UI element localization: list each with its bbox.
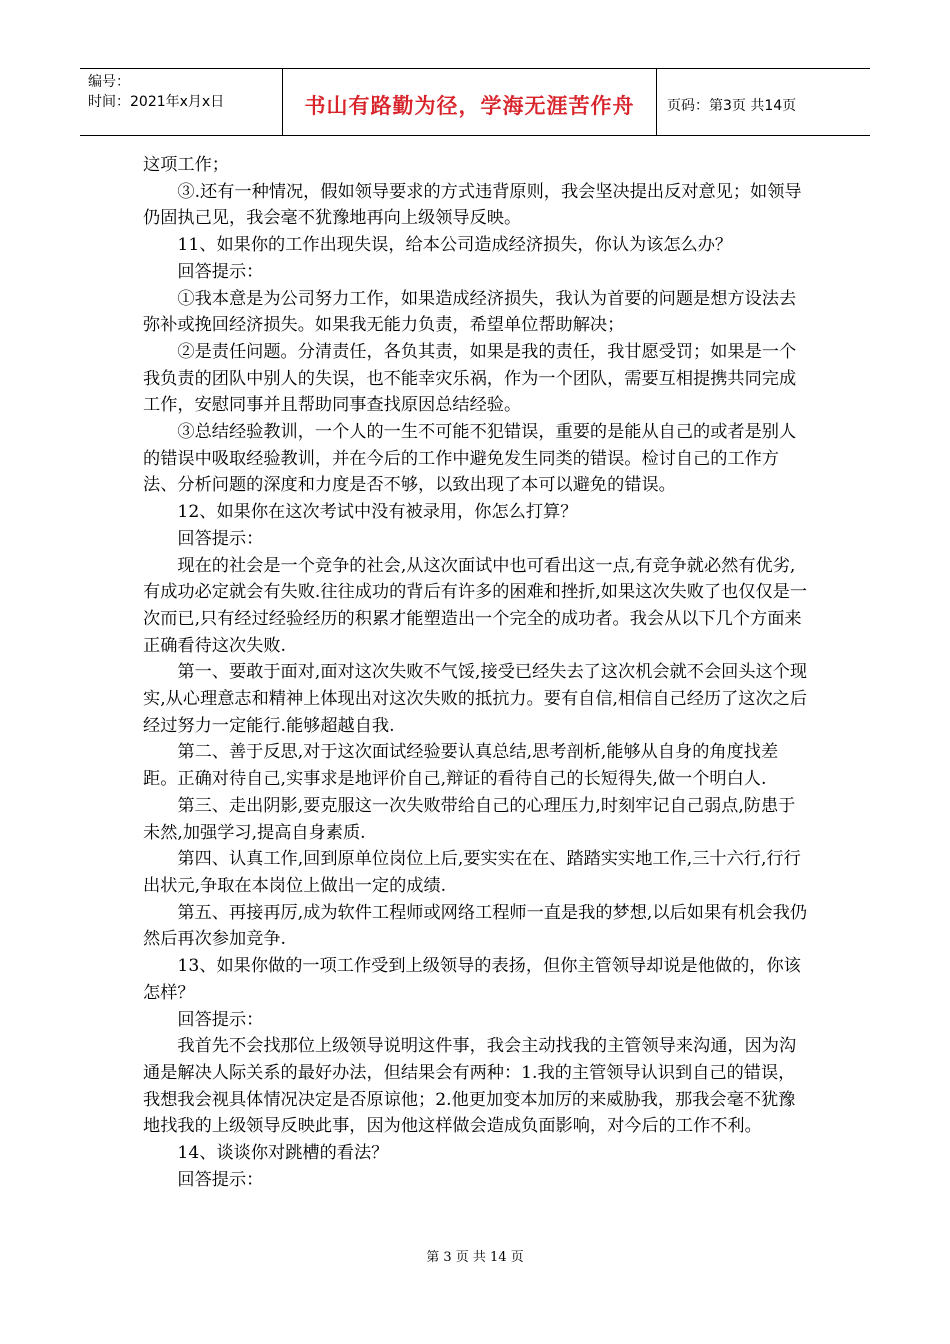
document-number-label: 编号： [88, 74, 130, 90]
paragraph: 回答提示： [177, 1009, 264, 1030]
header-motto: 书山有路勤为径，学海无涯苦作舟 [283, 69, 657, 135]
paragraph: ①我本意是为公司努力工作，如果造成经济损失，我认为首要的问题是想方设法去弥补或挽回经济损失。如果我无能力负责，希望单位帮助解决； [143, 288, 797, 336]
paragraph: 14、谈谈你对跳槽的看法？ [177, 1143, 389, 1164]
paragraph: 13、如果你做的一项工作受到上级领导的表扬，但你主管领导却说是他做的，你该怎样？ [143, 956, 801, 1003]
paragraph: 第三、走出阴影,要克服这一次失败带给自己的心理压力,时刻牢记自己弱点,防患于未然,加强学习,提高自身素质. [143, 795, 796, 843]
paragraph: 我首先不会找那位上级领导说明这件事，我会主动找我的主管领导来沟通，因为沟通是解决人际关系的最好办法，但结果会有两种：1.我的主管领导认识到自己的错误，我想我会视具体情况决定是否原谅他；2.他更加变本加厉的来威胁我，那我会毫不犹豫地找我的上级领导反映此事，因为他这样做会造成负面影响，对今后的工作不利。 [143, 1036, 797, 1137]
header-meta [80, 69, 283, 135]
document-time-label: 时间：2021年x月x日 [88, 94, 225, 110]
paragraph: 第五、再接再厉,成为软件工程师或网络工程师一直是我的梦想,以后如果有机会我仍然后再次参加竞争. [143, 902, 808, 950]
paragraph: 回答提示： [177, 261, 264, 282]
paragraph: ③总结经验教训，一个人的一生不可能不犯错误，重要的是能从自己的或者是别人的错误中吸取经验教训，并在今后的工作中避免发生同类的错误。检讨自己的工作方法、分析问题的深度和力度是否不够，以致出现了本可以避免的错误。 [143, 422, 797, 496]
document-body [143, 152, 809, 1193]
paragraph: 回答提示： [177, 1169, 264, 1190]
header-page-info: 页码：第3页 共14页 [667, 98, 797, 114]
paragraph: 第一、要敢于面对,面对这次失败不气馁,接受已经失去了这次机会就不会回头这个现实,从心理意志和精神上体现出对这次失败的抵抗力。要有自信,相信自己经历了这次之后经过努力一定能行.能够超越自我. [143, 662, 808, 736]
paragraph: 12、如果你在这次考试中没有被录用，你怎么打算？ [177, 502, 578, 523]
paragraph: ③.还有一种情况，假如领导要求的方式违背原则，我会坚决提出反对意见；如领导仍固执己见，我会毫不犹豫地再向上级领导反映。 [143, 181, 802, 229]
footer-page-number: 第 3 页 共 14 页 [426, 1250, 524, 1265]
paragraph: 现在的社会是一个竞争的社会,从这次面试中也可看出这一点,有竞争就必然有优劣,有成功必定就会有失败.往往成功的背后有许多的困难和挫折,如果这次失败了也仅仅是一次而已,只有经过经验经历的积累才能塑造出一个完全的成功者。我会从以下几个方面来正确看待这次失败. [143, 555, 808, 656]
paragraph: 第四、认真工作,回到原单位岗位上后,要实实在在、踏踏实实地工作,三十六行,行行出状元,争取在本岗位上做出一定的成绩. [143, 849, 801, 896]
page-footer [0, 1246, 950, 1265]
paragraph: 11、如果你的工作出现失误，给本公司造成经济损失，你认为该怎么办？ [177, 235, 733, 256]
paragraph: 第二、善于反思,对于这次面试经验要认真总结,思考剖析,能够从自身的角度找差距。正确对待自己,实事求是地评价自己,辩证的看待自己的长短得失,做一个明白人. [143, 742, 779, 790]
paragraph: 回答提示： [177, 528, 264, 549]
paragraph: 这项工作； [143, 155, 229, 175]
page-header [80, 68, 870, 136]
paragraph: ②是责任问题。分清责任，各负其责，如果是我的责任，我甘愿受罚；如果是一个我负责的团队中别人的失误，也不能幸灾乐祸，作为一个团队，需要互相提携共同完成工作，安慰同事并且帮助同事查找原因总结经验。 [143, 341, 797, 416]
